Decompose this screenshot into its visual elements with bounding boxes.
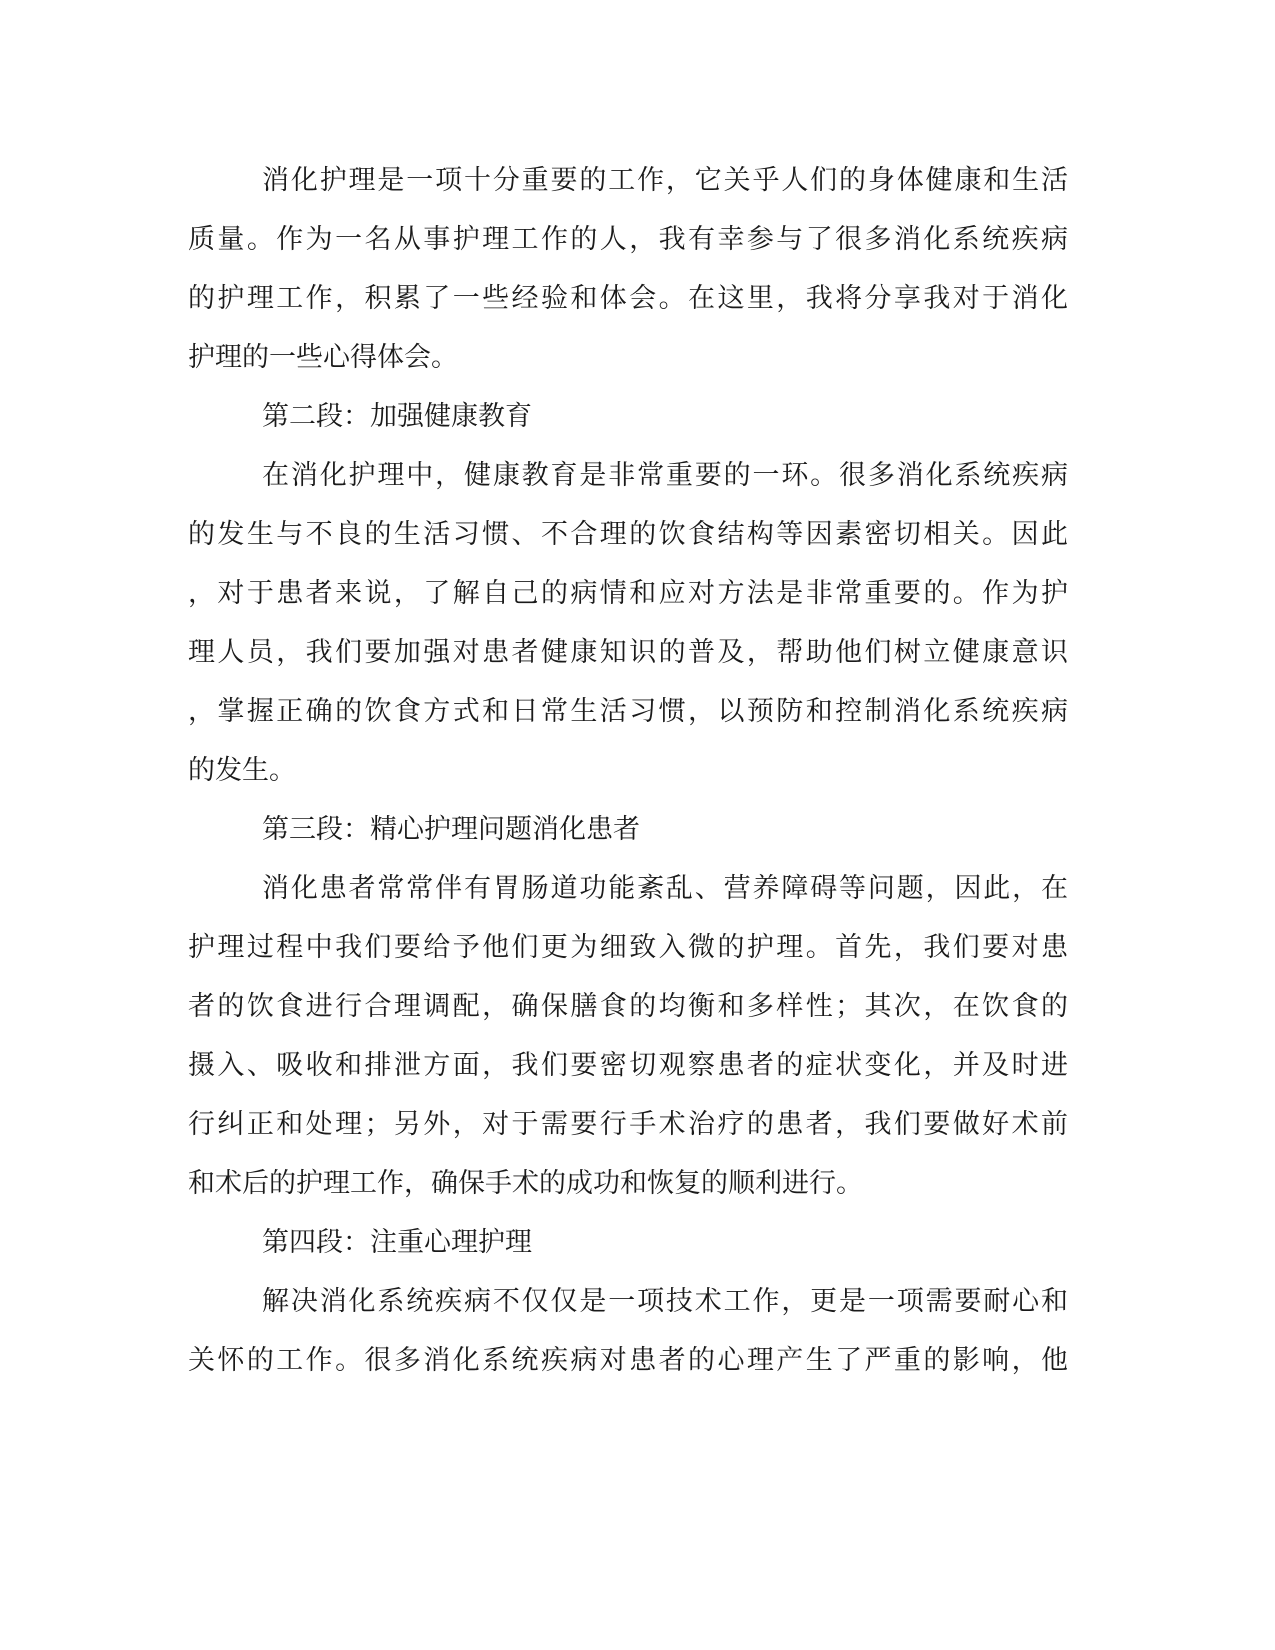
paragraph-line: 摄入、吸收和排泄方面，我们要密切观察患者的症状变化，并及时进: [188, 1050, 1068, 1081]
paragraph-line: 关怀的工作。很多消化系统疾病对患者的心理产生了严重的影响，他: [188, 1345, 1068, 1376]
paragraph-line: 的发生与不良的生活习惯、不合理的饮食结构等因素密切相关。因此: [188, 519, 1068, 550]
paragraph-line: ，对于患者来说，了解自己的病情和应对方法是非常重要的。作为护: [188, 578, 1068, 609]
paragraph-line: 消化患者常常伴有胃肠道功能紊乱、营养障碍等问题，因此，在: [262, 873, 1068, 904]
paragraph-line: 理人员，我们要加强对患者健康知识的普及，帮助他们树立健康意识: [188, 637, 1068, 668]
paragraph-line: 者的饮食进行合理调配，确保膳食的均衡和多样性；其次，在饮食的: [188, 991, 1068, 1022]
paragraph-line: 质量。作为一名从事护理工作的人，我有幸参与了很多消化系统疾病: [188, 224, 1068, 255]
section-heading: 第三段：精心护理问题消化患者: [262, 814, 640, 845]
paragraph-line: 消化护理是一项十分重要的工作，它关乎人们的身体健康和生活: [262, 165, 1068, 196]
paragraph-line: 护理的一些心得体会。: [188, 342, 458, 373]
paragraph-line: 和术后的护理工作，确保手术的成功和恢复的顺利进行。: [188, 1168, 863, 1199]
section-heading: 第二段：加强健康教育: [262, 401, 532, 432]
paragraph-line: ，掌握正确的饮食方式和日常生活习惯，以预防和控制消化系统疾病: [188, 696, 1068, 727]
paragraph-line: 在消化护理中，健康教育是非常重要的一环。很多消化系统疾病: [262, 460, 1068, 491]
section-heading: 第四段：注重心理护理: [262, 1227, 532, 1258]
paragraph-line: 行纠正和处理；另外，对于需要行手术治疗的患者，我们要做好术前: [188, 1109, 1068, 1140]
paragraph-line: 的护理工作，积累了一些经验和体会。在这里，我将分享我对于消化: [188, 283, 1068, 314]
paragraph-line: 解决消化系统疾病不仅仅是一项技术工作，更是一项需要耐心和: [262, 1286, 1068, 1317]
paragraph-line: 的发生。: [188, 755, 296, 786]
paragraph-line: 护理过程中我们要给予他们更为细致入微的护理。首先，我们要对患: [188, 932, 1068, 963]
